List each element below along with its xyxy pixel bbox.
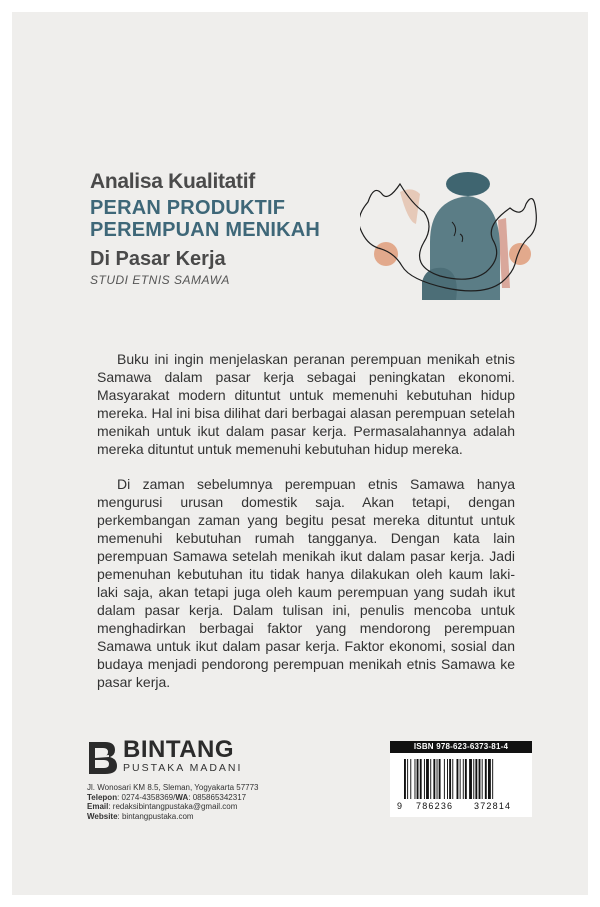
email-label: Email <box>87 802 109 812</box>
barcode-bar <box>404 759 406 799</box>
barcode-bar <box>424 759 425 799</box>
barcode-bar <box>463 759 464 799</box>
barcode-bars <box>396 759 528 811</box>
bintang-logo-icon <box>87 740 117 774</box>
publisher-email-line <box>87 802 287 812</box>
art-peach-circle-left <box>374 242 398 266</box>
barcode-bar <box>437 759 438 799</box>
email-value: : redaksibintangpustaka@gmail.com <box>108 802 238 812</box>
isbn-barcode <box>390 741 532 817</box>
isbn-label: ISBN 978-623-6373-81-4 <box>390 741 532 753</box>
website-value: : bintangpustaka.com <box>117 811 194 821</box>
publisher-phone-line <box>87 793 287 803</box>
barcode-bar <box>407 759 408 799</box>
website-label: Website <box>87 811 118 821</box>
barcode-bar <box>430 759 431 799</box>
title-block <box>90 170 390 287</box>
art-peach-circle-right <box>509 243 531 265</box>
barcode-bar <box>460 759 461 799</box>
barcode-bar <box>420 759 422 799</box>
publisher-logo <box>87 738 287 775</box>
art-dark-oval-top <box>446 172 490 196</box>
barcode-digits-right: 372814 <box>474 801 512 811</box>
barcode-bar <box>465 759 467 799</box>
publisher-address: Jl. Wonosari KM 8.5, Sleman, Yogyakarta 57773 <box>87 783 259 792</box>
subtitle-top: Analisa Kualitatif <box>90 170 255 193</box>
barcode-digit-first: 9 <box>397 801 403 811</box>
publisher-website-line <box>87 812 287 822</box>
art-teal-lower-left <box>422 268 457 300</box>
wa-value: : 085865342317 <box>188 792 247 802</box>
barcode-bar <box>410 759 411 799</box>
blurb-paragraph-2: Di zaman sebelumnya perempuan etnis Samawa hanya mengurusi urusan domestik saja. Akan tetapi, dengan perkembangan zaman yang begitu pesat mereka dituntut untuk memenuhi kebutuhan rumah tangganya. Dengan kata lain perempuan Samawa setelah menikah ikut dalam pasar kerja. Jadi pemenuhan kebutuhan itu tidak hanya dilakukan oleh kaum laki-laki saja, akan tetapi juga oleh kaum perempuan yang sudah ikut dalam pasar kerja. Dalam tulisan ini, penulis mencoba untuk menghadirkan berbagai faktor yang mendorong perempuan Samawa untuk ikut dalam pasar kerja. Faktor ekonomi, sosial dan budaya menjadi pendorong perempuan menikah etnis Samawa ke pasar kerja. <box>97 476 515 690</box>
publisher-subname: PUSTAKA MADANI <box>123 762 243 774</box>
market-line: Di Pasar Kerja <box>90 248 226 270</box>
blurb <box>97 350 515 708</box>
barcode-bar <box>482 759 483 799</box>
study-line: STUDI ETNIS SAMAWA <box>90 273 230 287</box>
cover-illustration <box>360 162 538 302</box>
barcode-bar <box>452 759 453 799</box>
publisher-name: BINTANG <box>123 736 235 763</box>
barcode-bar <box>415 759 416 799</box>
barcode-bar <box>488 759 491 799</box>
publisher-block <box>87 738 287 821</box>
back-cover <box>12 12 588 895</box>
phone-label: Telepon <box>87 792 118 802</box>
barcode-bar <box>433 759 435 799</box>
barcode-bar <box>457 759 459 799</box>
wa-label: WA <box>175 792 189 802</box>
barcode-bar <box>475 759 477 799</box>
barcode-bar <box>439 759 441 799</box>
barcode-bar <box>417 759 419 799</box>
phone-value: : 0274-4358369/ <box>117 792 176 802</box>
barcode-bar <box>449 759 451 799</box>
barcode-bar <box>447 759 448 799</box>
barcode-bar <box>444 759 445 799</box>
barcode-bar <box>485 759 487 799</box>
barcode-digits-left: 786236 <box>416 801 454 811</box>
barcode-bar <box>426 759 429 799</box>
main-title-line2: PEREMPUAN MENIKAH <box>90 219 321 241</box>
main-title-line1: PERAN PRODUKTIF <box>90 197 286 219</box>
barcode-bar <box>492 759 493 799</box>
barcode-bar <box>469 759 472 799</box>
blurb-paragraph-1: Buku ini ingin menjelaskan peranan perempuan menikah etnis Samawa dalam pasar kerja sebagai peningkatan ekonomi. Masyarakat modern dituntut untuk memenuhi kebutuhan hidup mereka. Hal ini bisa dilihat dari berbagai alasan perempuan setelah menikah untuk ikut dalam pasar kerja. Permasalahannya adalah mereka dituntut untuk memenuhi kebutuhan hidup mereka. <box>97 351 515 457</box>
publisher-contacts <box>87 783 287 821</box>
barcode-bar <box>473 759 474 799</box>
barcode-bar <box>479 759 481 799</box>
